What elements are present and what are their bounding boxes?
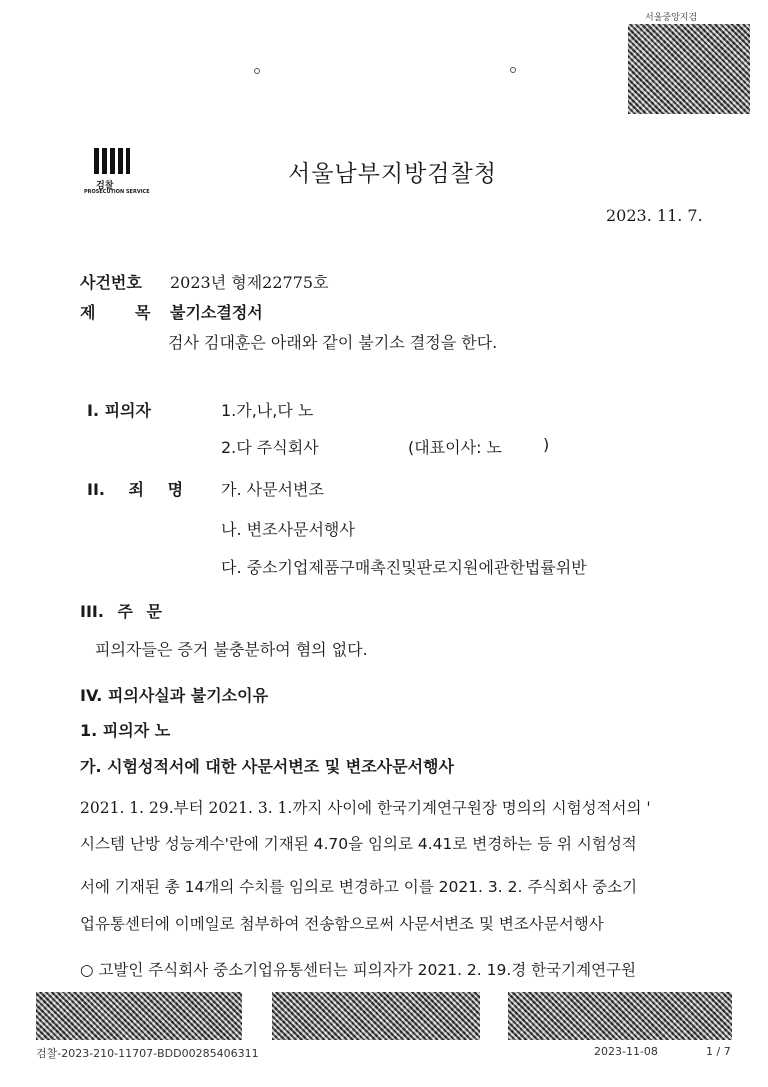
prosecution-logo-icon — [84, 146, 130, 176]
logo-text-en: PROSECUTION SERVICE — [84, 189, 150, 195]
top-barcode-image — [628, 24, 750, 114]
paragraph-line-3: 서에 기재된 총 14개의 수치를 임의로 변경하고 이를 2021. 3. 2. 주식회사 중소기 — [80, 878, 638, 896]
case-number-value: 2023년 형제22775호 — [170, 273, 329, 292]
stamp-label: 서울중앙지검 — [645, 13, 698, 23]
subsection-ga-heading: 가. 시험성적서에 대한 사문서변조 및 변조사문서행사 — [80, 757, 454, 776]
section4-label: IV. 피의사실과 불기소이유 — [80, 686, 269, 705]
punch-dot-left — [254, 68, 260, 74]
punch-dot-right — [510, 67, 516, 73]
paragraph-line-4: 업유통센터에 이메일로 첨부하여 전송함으로써 사문서변조 및 변조사문서행사 — [80, 915, 604, 933]
footer-doc-id: 검찰-2023-210-11707-BDD00285406311 — [36, 1047, 259, 1060]
bullet-line: ○ 고발인 주식회사 중소기업유통센터는 피의자가 2021. 2. 19.경 한국기계연구원 — [80, 961, 636, 979]
footer-date: 2023-11-08 — [594, 1045, 658, 1058]
office-name: 서울남부지방검찰청 — [288, 161, 497, 187]
paragraph-line-2: 시스템 난방 성능계수'란에 기재된 4.70을 임의로 4.41로 변경하는 등 위 시험성적 — [80, 835, 637, 853]
paragraph-line-1: 2021. 1. 29.부터 2021. 3. 1.까지 사이에 한국기계연구원장 명의의 시험성적서의 ' — [80, 799, 651, 817]
footer-barcode-2 — [272, 992, 480, 1040]
subject-label: 제 목 — [80, 303, 151, 322]
suspect-item-1: 1.가,나,다 노 — [221, 401, 314, 420]
charge-item-1: 가. 사문서변조 — [221, 480, 324, 499]
footer-barcode-3 — [508, 992, 732, 1040]
suspect-item-2-rep-close: ) — [543, 435, 550, 454]
subject-value: 불기소결정서 — [170, 303, 263, 322]
section2-label: II. 죄 명 — [87, 480, 184, 499]
logo-text-kr: 검찰 — [96, 181, 114, 191]
intro-line: 검사 김대훈은 아래와 같이 불기소 결정을 한다. — [168, 333, 498, 352]
charge-item-2: 나. 변조사문서행사 — [221, 520, 355, 539]
case-number-label: 사건번호 — [80, 273, 142, 292]
prosecution-logo — [84, 146, 150, 196]
footer-barcode-1 — [36, 992, 242, 1040]
section1-label: I. 피의자 — [87, 401, 151, 420]
footer-page-number: 1 / 7 — [706, 1045, 731, 1058]
document-date: 2023. 11. 7. — [606, 206, 703, 225]
charge-item-3: 다. 중소기업제품구매촉진및판로지원에관한법률위반 — [221, 558, 587, 577]
suspect-item-2-rep: (대표이사: 노 — [408, 438, 502, 457]
suspect-item-2: 2.다 주식회사 — [221, 438, 319, 457]
disposition-text: 피의자들은 증거 불충분하여 혐의 없다. — [95, 640, 368, 659]
suspect-1-heading: 1. 피의자 노 — [80, 721, 171, 740]
section3-label: III. 주 문 — [80, 602, 162, 621]
